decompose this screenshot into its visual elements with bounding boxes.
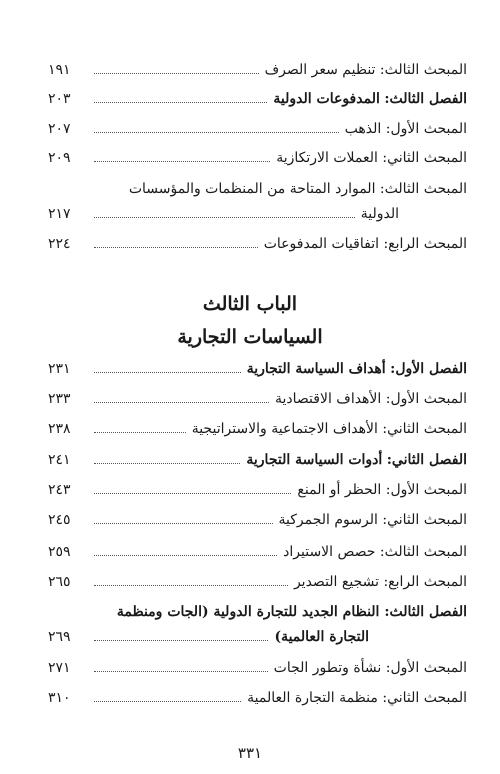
toc-entry[interactable] — [48, 390, 467, 408]
toc-entry[interactable] — [48, 689, 467, 707]
toc-page-number: ٣١٠ — [48, 690, 71, 706]
toc-entry[interactable] — [48, 120, 467, 138]
toc-page-number: ٢٠٧ — [48, 121, 71, 137]
toc-entry-title: المبحث الأول: نشأة وتطور الجات — [273, 660, 467, 676]
toc-entry-title: المبحث الأول: الذهب — [344, 121, 467, 137]
toc-entry[interactable] — [48, 481, 467, 499]
toc-entry-title: الدولية — [360, 206, 399, 222]
toc-entry[interactable] — [48, 61, 467, 79]
toc-entry[interactable] — [48, 90, 467, 108]
toc-entry-title: المبحث الثالث: تنظيم سعر الصرف — [264, 62, 467, 78]
leader-dots — [94, 512, 273, 524]
leader-dots — [94, 421, 186, 433]
toc-entry-title: المبحث الأول: الحظر أو المنع — [297, 482, 467, 498]
toc-entry-title: الفصل الأول: أهداف السياسة التجارية — [246, 361, 467, 377]
toc-entry[interactable] — [48, 451, 467, 469]
toc-entry-title: المبحث الثالث: حصص الاستيراد — [283, 544, 467, 560]
toc-page-number: ١٩١ — [48, 62, 71, 78]
toc-entry[interactable] — [48, 543, 467, 561]
toc-page-number: ٢١٧ — [48, 206, 71, 222]
toc-entry-title: المبحث الثاني: الرسوم الجمركية — [278, 512, 467, 528]
toc-page-number: ٢٣١ — [48, 361, 71, 377]
toc-entry-line1[interactable]: المبحث الثالث: الموارد المتاحة من المنظمات والمؤسسات — [128, 181, 467, 197]
toc-page-number: ٢٢٤ — [48, 236, 71, 252]
leader-dots — [94, 660, 268, 672]
toc-page-number: ٢٥٩ — [48, 544, 71, 560]
toc-entry[interactable] — [48, 205, 467, 223]
toc-entry-title: التجارة العالمية) — [274, 629, 369, 645]
leader-dots — [94, 629, 268, 641]
leader-dots — [94, 391, 269, 403]
leader-dots — [94, 150, 270, 162]
part-title: الباب الثالث — [202, 293, 298, 315]
toc-entry-title: الفصل الثاني: أدوات السياسة التجارية — [246, 452, 467, 468]
leader-dots — [94, 690, 241, 702]
leader-dots — [94, 121, 339, 133]
toc-entry[interactable] — [48, 511, 467, 529]
part-subtitle: السياسات التجارية — [177, 326, 323, 348]
toc-page-number: ٢٣٣ — [48, 391, 71, 407]
leader-dots — [94, 62, 259, 74]
leader-dots — [94, 236, 258, 248]
toc-entry-title: الفصل الثالث: المدفوعات الدولية — [273, 91, 467, 107]
toc-page-number: ٢٤٣ — [48, 482, 71, 498]
toc-entry[interactable] — [48, 628, 467, 646]
toc-page-number: ٢٠٣ — [48, 91, 71, 107]
toc-page-number: ٢٣٨ — [48, 421, 71, 437]
leader-dots — [94, 482, 291, 494]
page-number: ٣٣١ — [237, 744, 263, 762]
toc-page-number: ٢٧١ — [48, 660, 71, 676]
toc-entry-title: المبحث الرابع: تشجيع التصدير — [293, 574, 467, 590]
toc-entry[interactable] — [48, 235, 467, 253]
toc-page-number: ٢٠٩ — [48, 150, 71, 166]
toc-page-number: ٢٤١ — [48, 452, 71, 468]
toc-entry-title: المبحث الثاني: منظمة التجارة العالمية — [247, 690, 467, 706]
leader-dots — [94, 544, 277, 556]
toc-entry[interactable] — [48, 659, 467, 677]
toc-entry[interactable] — [48, 573, 467, 591]
toc-page-number: ٢٦٩ — [48, 629, 71, 645]
leader-dots — [94, 574, 288, 586]
toc-page-number: ٢٦٥ — [48, 574, 71, 590]
toc-entry[interactable] — [48, 360, 467, 378]
leader-dots — [94, 452, 240, 464]
toc-entry-title: المبحث الأول: الأهداف الاقتصادية — [275, 391, 467, 407]
toc-entry[interactable] — [48, 149, 467, 167]
toc-entry-title: المبحث الثاني: العملات الارتكازية — [276, 150, 467, 166]
toc-page-number: ٢٤٥ — [48, 512, 71, 528]
toc-entry-title: المبحث الرابع: اتفاقيات المدفوعات — [263, 236, 467, 252]
leader-dots — [94, 206, 355, 218]
toc-entry-line1[interactable]: الفصل الثالث: النظام الجديد للتجارة الدولية (الجات ومنظمة — [116, 604, 467, 620]
leader-dots — [94, 91, 267, 103]
toc-entry-title: المبحث الثاني: الأهداف الاجتماعية والاستراتيجية — [191, 421, 467, 437]
leader-dots — [94, 361, 241, 373]
toc-entry[interactable] — [48, 420, 467, 438]
